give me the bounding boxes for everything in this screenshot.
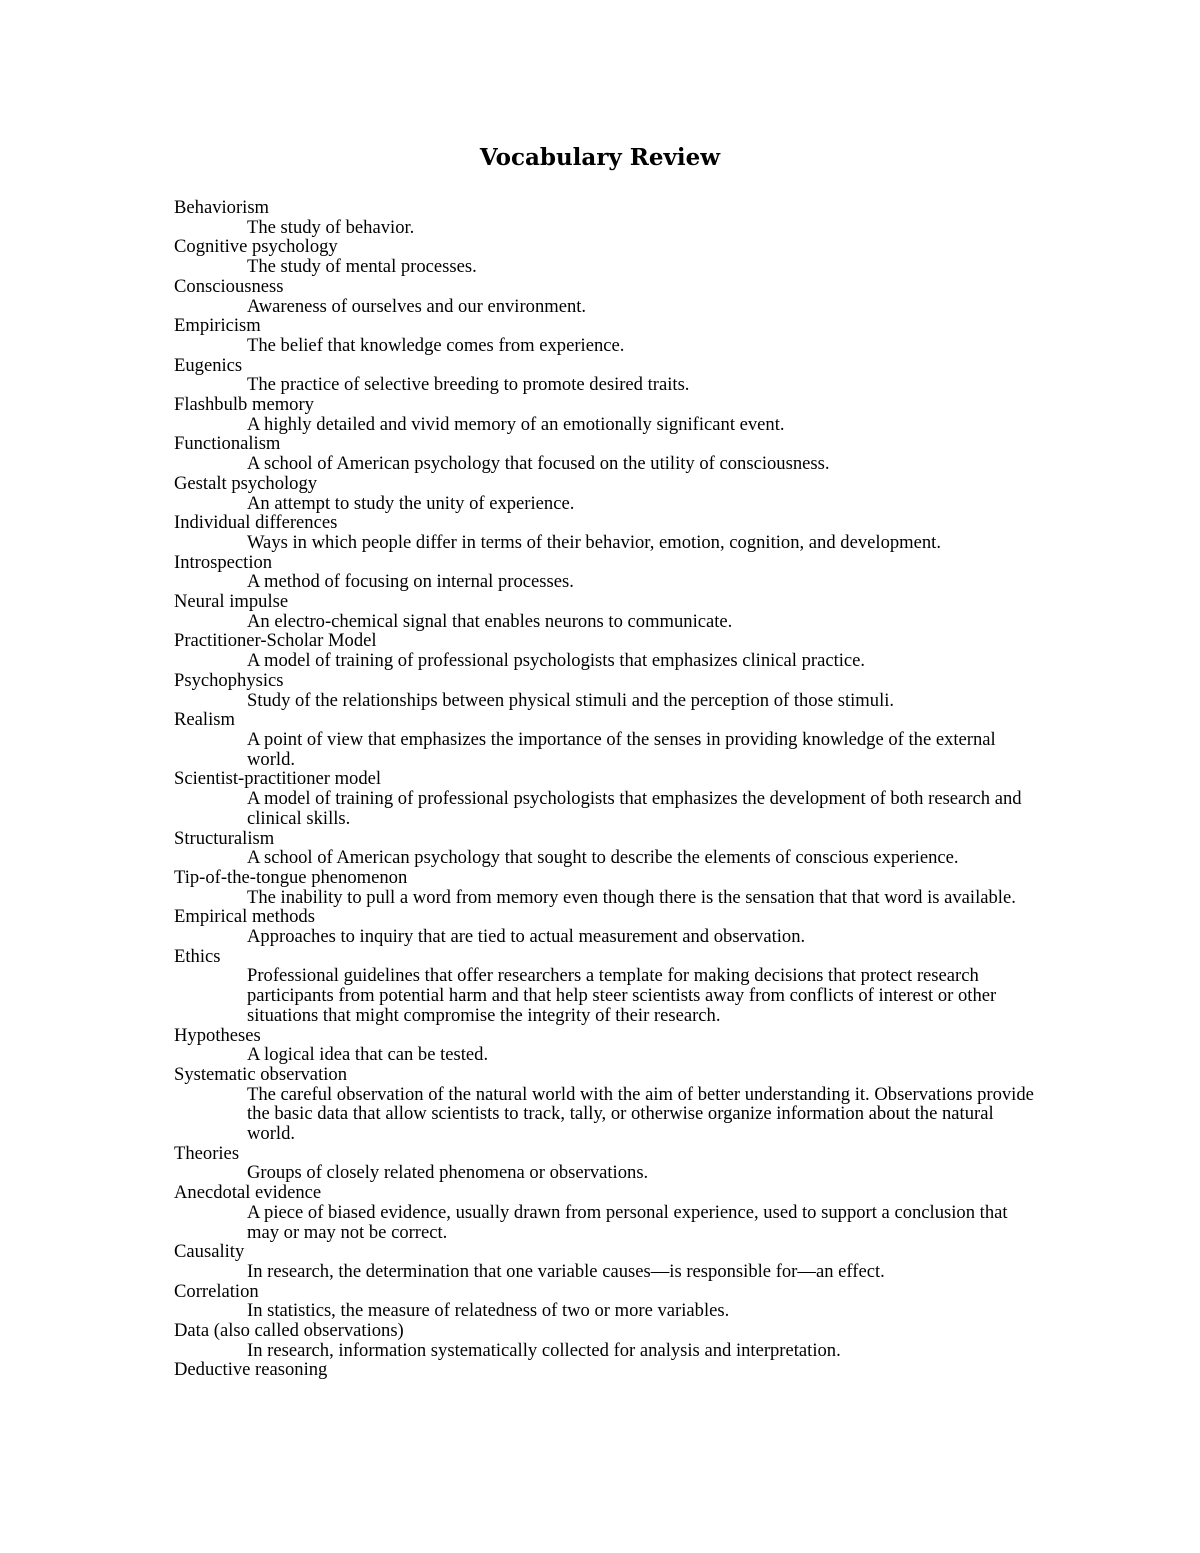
vocab-definition: Approaches to inquiry that are tied to actual measurement and observation. (247, 926, 806, 948)
vocab-entry (174, 277, 1034, 316)
vocab-entry (174, 1183, 1034, 1242)
vocab-definition: A model of training of professional psychologists that emphasizes the development of both research and clinical skills. (247, 788, 1022, 829)
vocab-term: Correlation (174, 1280, 259, 1302)
vocab-entry (174, 434, 1034, 473)
vocab-entry (174, 1321, 1034, 1360)
vocab-term: Causality (174, 1241, 245, 1263)
vocab-term: Psychophysics (174, 669, 284, 691)
vocab-definition: Study of the relationships between physical stimuli and the perception of those stimuli. (247, 689, 895, 711)
vocab-term: Empiricism (174, 315, 261, 337)
vocab-term: Realism (174, 709, 235, 731)
vocab-entry (174, 1360, 1034, 1380)
vocab-term: Functionalism (174, 433, 281, 455)
vocab-term: Practitioner-Scholar Model (174, 630, 377, 652)
vocab-definition: In statistics, the measure of relatedness of two or more variables. (247, 1300, 730, 1322)
page-title: Vocabulary Review (479, 144, 721, 171)
vocab-entry (174, 868, 1034, 907)
vocab-definition: A piece of biased evidence, usually drawn from personal experience, used to support a conclusion that may or may not be correct. (247, 1201, 1008, 1243)
vocab-definition: The inability to pull a word from memory even though there is the sensation that that word is available. (247, 886, 1016, 908)
vocab-definition: An attempt to study the unity of experience. (247, 492, 575, 514)
vocab-definition: A model of training of professional psychologists that emphasizes clinical practice. (247, 650, 866, 672)
vocab-entry (174, 1144, 1034, 1183)
vocab-definition: The belief that knowledge comes from experience. (247, 334, 625, 356)
vocab-entry (174, 1026, 1034, 1065)
vocab-definition: In research, the determination that one variable causes—is responsible for—an effect. (247, 1260, 885, 1282)
vocab-term: Eugenics (174, 354, 243, 376)
vocab-entry (174, 631, 1034, 670)
vocab-entry (174, 769, 1034, 828)
vocab-term: Deductive reasoning (174, 1359, 328, 1381)
vocab-term: Behaviorism (174, 197, 270, 218)
vocab-entry (174, 1282, 1034, 1321)
vocab-entry (174, 671, 1034, 710)
vocab-definition: Groups of closely related phenomena or observations. (247, 1162, 649, 1184)
vocab-definition: The careful observation of the natural world with the aim of better understanding it. Observations provide the basic data that allow scientists to track, tally, or otherwise organize information about the natural world. (247, 1083, 1034, 1145)
vocab-term: Ethics (174, 945, 221, 967)
vocab-term: Anecdotal evidence (174, 1182, 322, 1204)
vocab-entry (174, 907, 1034, 946)
vocab-term: Scientist-practitioner model (174, 768, 382, 790)
vocab-term: Flashbulb memory (174, 394, 314, 416)
vocab-term: Cognitive psychology (174, 236, 338, 258)
vocab-entry (174, 553, 1034, 592)
vocab-definition: A school of American psychology that sought to describe the elements of conscious experience. (247, 847, 959, 869)
vocab-definition: A method of focusing on internal processes. (247, 571, 574, 593)
vocab-entry (174, 356, 1034, 395)
vocab-entry (174, 474, 1034, 513)
vocab-entry (174, 316, 1034, 355)
vocab-definition: The study of mental processes. (247, 256, 477, 278)
vocab-term: Tip-of-the-tongue phenomenon (174, 866, 408, 888)
vocab-term: Consciousness (174, 275, 284, 297)
vocab-term: Structuralism (174, 827, 275, 849)
vocab-entry (174, 237, 1034, 276)
vocab-term: Hypotheses (174, 1024, 261, 1046)
vocab-definition: Professional guidelines that offer researchers a template for making decisions that protect research participants from potential harm and that help steer scientists away from conflicts of interest or other situations that might compromise the integrity of their research. (247, 965, 997, 1026)
vocab-term: Gestalt psychology (174, 472, 318, 494)
vocab-term: Neural impulse (174, 591, 289, 613)
vocab-definition: A highly detailed and vivid memory of an emotionally significant event. (247, 413, 785, 435)
vocab-term: Individual differences (174, 512, 338, 534)
vocab-entry (174, 710, 1034, 769)
vocab-term: Empirical methods (174, 906, 315, 928)
vocab-definition: A school of American psychology that focused on the utility of consciousness. (247, 453, 830, 475)
vocab-entry (174, 1242, 1034, 1281)
vocab-definition: A point of view that emphasizes the importance of the senses in providing knowledge of the external world. (247, 728, 996, 770)
vocab-definition: Ways in which people differ in terms of their behavior, emotion, cognition, and development. (247, 531, 941, 553)
vocab-term: Systematic observation (174, 1063, 347, 1085)
vocab-entry (174, 513, 1034, 552)
vocab-entry (174, 1065, 1034, 1144)
vocab-entry (174, 829, 1034, 868)
vocab-term: Theories (174, 1142, 240, 1164)
vocab-definition: The practice of selective breeding to promote desired traits. (247, 374, 690, 396)
vocab-entry (174, 592, 1034, 631)
vocab-definition: The study of behavior. (247, 216, 415, 238)
vocab-definition: An electro-chemical signal that enables neurons to communicate. (247, 610, 733, 632)
vocab-entry (174, 395, 1034, 434)
vocab-definition: Awareness of ourselves and our environment. (247, 295, 587, 317)
vocab-entry (174, 947, 1034, 1026)
vocab-definition: In research, information systematically collected for analysis and interpretation. (247, 1339, 841, 1361)
vocab-term: Introspection (174, 551, 273, 573)
vocab-term: Data (also called observations) (174, 1320, 404, 1342)
vocabulary-list (174, 198, 1034, 1380)
vocab-definition: A logical idea that can be tested. (247, 1044, 489, 1066)
vocab-entry (174, 198, 1034, 237)
